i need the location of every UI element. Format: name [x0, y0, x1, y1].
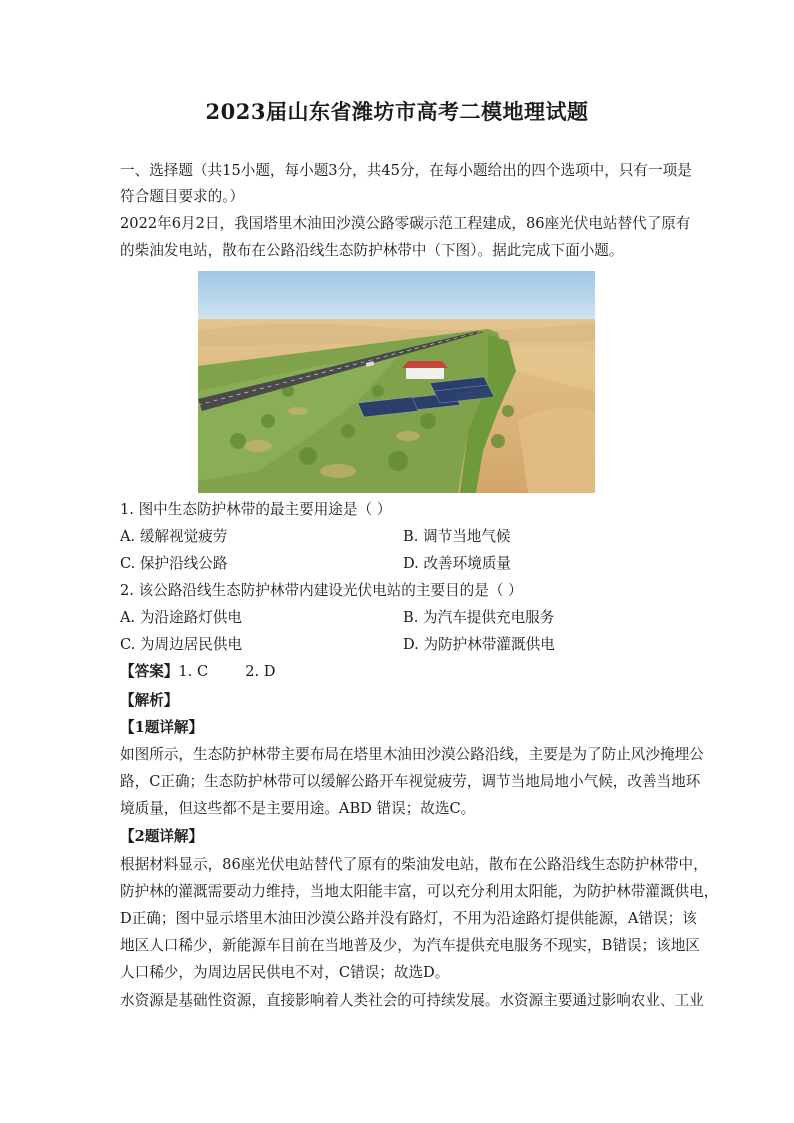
question-2-option-a: A. 为沿途路灯供电	[120, 609, 242, 626]
answer-label: 【答案】	[120, 663, 179, 680]
building-roof	[402, 361, 448, 368]
detail-2-line3: D正确；图中显示塔里木油田沙漠公路并没有路灯，不用为沿途路灯提供能源，A错误；该	[120, 910, 697, 927]
detail-1-label: 【1题详解】	[120, 719, 204, 736]
detail-2-line5: 人口稀少，为周边居民供电不对，C错误；故选D。	[120, 964, 450, 981]
desert-highway-illustration	[198, 271, 595, 493]
section-heading-line2: 符合题目要求的。）	[120, 188, 245, 205]
material-line1: 2022年6月2日，我国塔里木油田沙漠公路零碳示范工程建成，86座光伏电站替代了原有	[120, 215, 691, 232]
question-2-option-c: C. 为周边居民供电	[120, 636, 243, 653]
detail-2-line2: 防护林的灌溉需要动力维持，当地太阳能丰富，可以充分利用太阳能，为防护林带灌溉供电，	[120, 883, 719, 900]
question-2-stem: 2. 该公路沿线生态防护林带内建设光伏电站的主要目的是（ ）	[120, 582, 523, 599]
question-1-option-a: A. 缓解视觉疲劳	[120, 528, 228, 545]
detail-2-label: 【2题详解】	[120, 828, 204, 845]
answer-line	[120, 662, 680, 682]
desert-highway-photo	[198, 271, 595, 493]
detail-2-line1: 根据材料显示，86座光伏电站替代了原有的柴油发电站，散布在公路沿线生态防护林带中，	[120, 856, 708, 873]
question-1-option-b: B. 调节当地气候	[403, 528, 511, 545]
station-building	[406, 367, 444, 379]
next-material-line: 水资源是基础性资源，直接影响着人类社会的可持续发展。水资源主要通过影响农业、工业	[120, 992, 704, 1009]
analysis-label: 【解析】	[120, 692, 179, 709]
detail-2-line4: 地区人口稀少，新能源车目前在当地普及少，为汽车提供充电服务不现实，B错误；该地区	[120, 937, 700, 954]
detail-1-line1: 如图所示，生态防护林带主要布局在塔里木油田沙漠公路沿线，主要是为了防止风沙掩埋公	[120, 746, 704, 763]
page-title: 2023届山东省潍坊市高考二模地理试题	[205, 99, 589, 124]
question-1-option-d: D. 改善环境质量	[403, 555, 512, 572]
detail-1-line3: 境质量，但这些都不是主要用途。ABD 错误；故选C。	[120, 800, 476, 817]
question-2-option-b: B. 为汽车提供充电服务	[403, 609, 555, 626]
answer-text: 1. C 2. D	[178, 663, 276, 680]
question-1-stem: 1. 图中生态防护林带的最主要用途是（ ）	[120, 501, 392, 518]
section-heading-line1: 一、选择题（共15小题，每小题3分，共45分，在每小题给出的四个选项中，只有一项是	[120, 162, 692, 179]
question-1-option-c: C. 保护沿线公路	[120, 555, 228, 572]
material-line2: 的柴油发电站，散布在公路沿线生态防护林带中（下图）。据此完成下面小题。	[120, 242, 624, 259]
question-2-option-d: D. 为防护林带灌溉供电	[403, 636, 555, 653]
detail-1-line2: 路，C正确；生态防护林带可以缓解公路开车视觉疲劳，调节当地局地小气候，改善当地环	[120, 773, 701, 790]
